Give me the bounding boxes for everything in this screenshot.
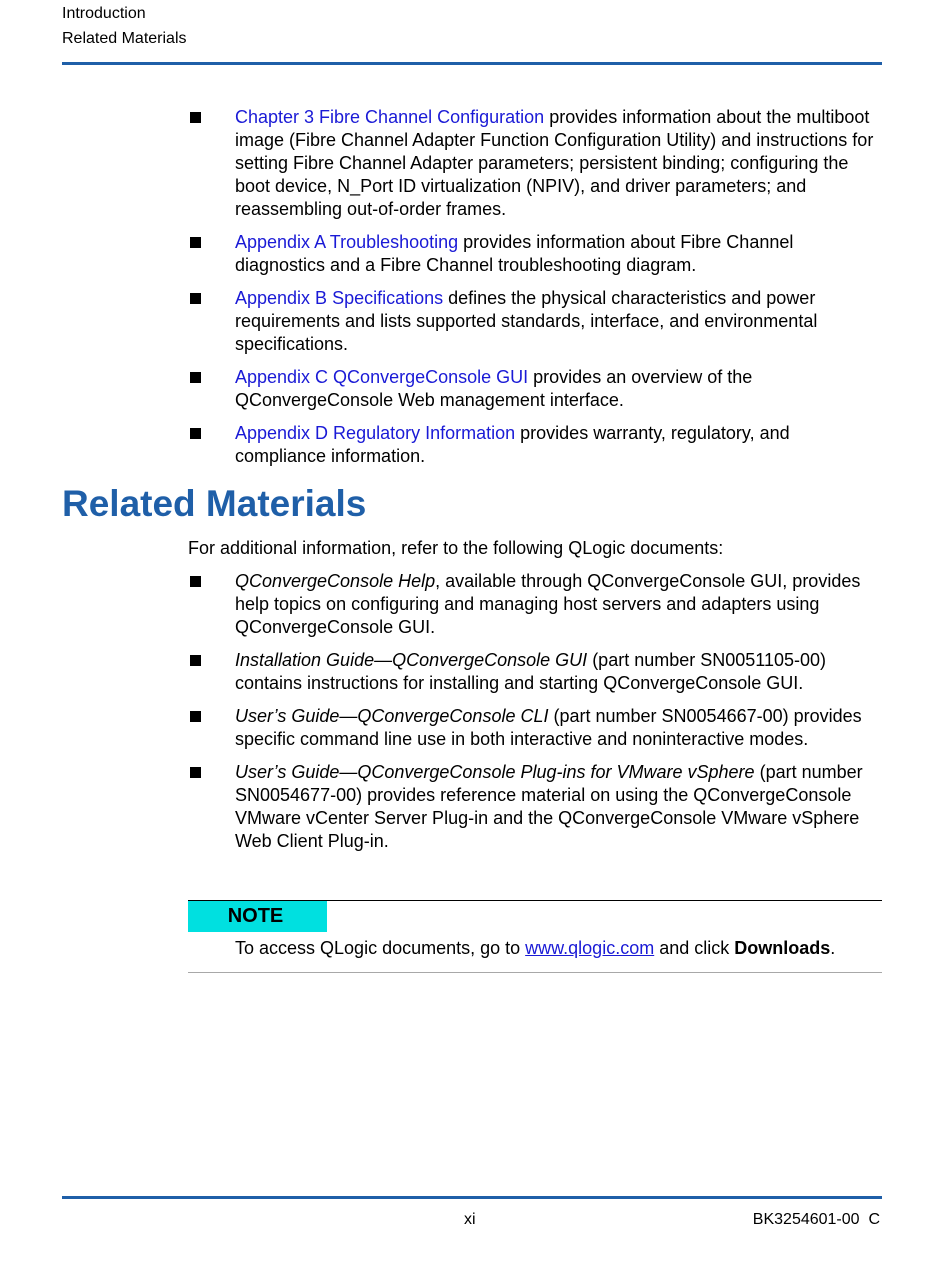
- list-item: [188, 422, 882, 468]
- page-number: xi: [464, 1211, 476, 1228]
- square-bullet-icon: [190, 372, 201, 383]
- appendix-c-link[interactable]: Appendix C QConvergeConsole GUI: [235, 367, 529, 387]
- note-label: NOTE: [188, 901, 327, 932]
- note-suffix: .: [830, 938, 836, 958]
- note-text: [235, 937, 835, 960]
- qlogic-website-link[interactable]: www.qlogic.com: [525, 938, 655, 958]
- list-item-text: (part number SN0051105-00) contains instructions for installing and starting QConvergeConsole GUI.: [235, 650, 826, 693]
- running-header-chapter: Introduction: [62, 5, 146, 22]
- document-title: User’s Guide—QConvergeConsole CLI: [235, 706, 549, 726]
- footer-rule: [62, 1196, 882, 1199]
- downloads-label: Downloads: [734, 938, 831, 958]
- document-title: Installation Guide—QConvergeConsole GUI: [235, 650, 588, 670]
- square-bullet-icon: [190, 112, 201, 123]
- running-header-section: Related Materials: [62, 30, 187, 47]
- square-bullet-icon: [190, 293, 201, 304]
- list-item-text: provides warranty, regulatory, and compliance information.: [235, 423, 790, 466]
- header-rule: [62, 62, 882, 65]
- square-bullet-icon: [190, 655, 201, 666]
- note-bottom-rule: [188, 972, 882, 973]
- document-title: QConvergeConsole Help: [235, 571, 436, 591]
- document-title: User’s Guide—QConvergeConsole Plug-ins for VMware vSphere: [235, 762, 755, 782]
- list-item-text: defines the physical characteristics and power requirements and lists supported standards, interface, and environmental specifications.: [235, 288, 818, 354]
- section-heading: Related Materials: [62, 483, 367, 524]
- square-bullet-icon: [190, 711, 201, 722]
- square-bullet-icon: [190, 428, 201, 439]
- list-item: [188, 106, 882, 221]
- list-item-text: , available through QConvergeConsole GUI, provides help topics on configuring and managing host servers and adapters using QConvergeConsole GUI.: [235, 571, 861, 637]
- list-item: [188, 705, 882, 751]
- intro-paragraph: For additional information, refer to the following QLogic documents:: [188, 538, 724, 558]
- list-item: [188, 649, 882, 695]
- list-item-text: provides information about the multiboot image (Fibre Channel Adapter Function Configuration Utility) and instructions for setting Fibre Channel Adapter parameters; persistent binding; configuring the boot device, N_Port ID virtualization (NPIV), and driver parameters; and reassembling out-of-order frames.: [235, 107, 874, 219]
- list-item: [188, 570, 882, 639]
- square-bullet-icon: [190, 767, 201, 778]
- square-bullet-icon: [190, 576, 201, 587]
- appendix-b-link[interactable]: Appendix B Specifications: [235, 288, 444, 308]
- document-id: BK3254601-00 C: [752, 1211, 880, 1228]
- chapter-3-link[interactable]: Chapter 3 Fibre Channel Configuration: [235, 107, 545, 127]
- documents-list: [188, 570, 882, 863]
- chapter-list: [188, 106, 882, 478]
- note-prefix: To access QLogic documents, go to: [235, 938, 526, 958]
- list-item: [188, 366, 882, 412]
- list-item: [188, 231, 882, 277]
- note-middle: and click: [654, 938, 735, 958]
- list-item-text: provides an overview of the QConvergeConsole Web management interface.: [235, 367, 753, 410]
- list-item: [188, 761, 882, 853]
- list-item-text: (part number SN0054667-00) provides specific command line use in both interactive and noninteractive modes.: [235, 706, 862, 749]
- square-bullet-icon: [190, 237, 201, 248]
- appendix-d-link[interactable]: Appendix D Regulatory Information: [235, 423, 516, 443]
- list-item-text: provides information about Fibre Channel diagnostics and a Fibre Channel troubleshooting diagram.: [235, 232, 794, 275]
- list-item: [188, 287, 882, 356]
- list-item-text: (part number SN0054677-00) provides reference material on using the QConvergeConsole VMware vCenter Server Plug-in and the QConvergeConsole VMware vSphere Web Client Plug-in.: [235, 762, 863, 851]
- appendix-a-link[interactable]: Appendix A Troubleshooting: [235, 232, 459, 252]
